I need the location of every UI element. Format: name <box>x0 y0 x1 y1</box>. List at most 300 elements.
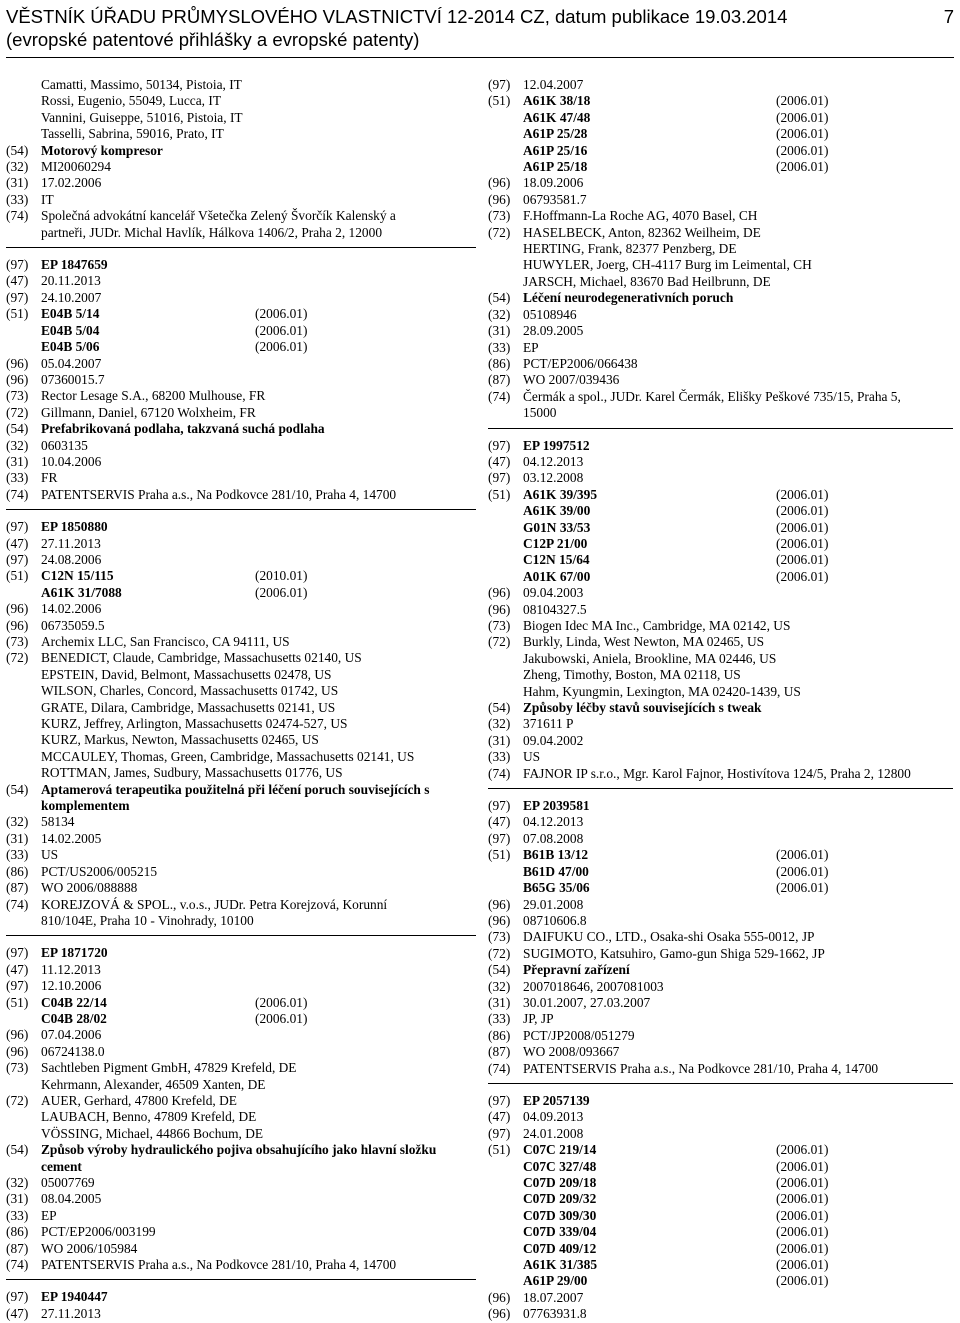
inid-code: (54) <box>488 290 511 306</box>
entry-text: Čermák a spol., JUDr. Karel Čermák, Elišky Peškové 735/15, Praha 5, <box>523 388 901 404</box>
inid-code: (32) <box>6 814 29 830</box>
entry-row <box>488 651 953 667</box>
inid-code: (86) <box>6 863 29 879</box>
inid-code: (97) <box>6 551 29 567</box>
entry-row <box>488 1044 953 1060</box>
entry-text: VÖSSING, Michael, 44866 Bochum, DE <box>41 1125 264 1141</box>
entry-row <box>488 552 953 568</box>
entry-row <box>488 1290 953 1306</box>
classification-version: (2006.01) <box>255 584 308 600</box>
entry-text: US <box>41 847 59 863</box>
entry-row <box>6 192 476 208</box>
entry-row <box>6 1289 476 1305</box>
classification-code: C07D 309/30 <box>523 1207 597 1223</box>
entry-text: 30.01.2007, 27.03.2007 <box>523 994 651 1010</box>
classification-version: (2006.01) <box>776 93 829 109</box>
entry-text: EP <box>523 339 539 355</box>
inid-code: (72) <box>488 945 511 961</box>
entry-text: SUGIMOTO, Katsuhiro, Gamo-gun Shiga 529-1662, JP <box>523 945 825 961</box>
entry-row <box>6 339 476 355</box>
entry-row <box>6 175 476 191</box>
entry-title-text: EP 1850880 <box>41 519 108 535</box>
entry-row <box>6 143 476 159</box>
patent-entry <box>6 519 476 929</box>
inid-code: (97) <box>6 257 29 273</box>
entry-row <box>6 880 476 896</box>
inid-code: (33) <box>6 470 29 486</box>
classification-version: (2006.01) <box>776 1191 829 1207</box>
entry-text: HASELBECK, Anton, 82362 Weilheim, DE <box>523 224 761 240</box>
inid-code: (73) <box>488 929 511 945</box>
entry-row <box>6 126 476 142</box>
entry-text: 07360015.7 <box>41 371 105 387</box>
inid-code: (97) <box>488 470 511 486</box>
classification-code: B65G 35/06 <box>523 880 590 896</box>
classification-code: B61D 47/00 <box>523 863 589 879</box>
classification-version: (2006.01) <box>776 142 829 158</box>
classification-code: A61P 25/18 <box>523 159 588 175</box>
entry-row <box>6 421 476 437</box>
classification-version: (2006.01) <box>776 863 829 879</box>
entry-row <box>488 1011 953 1027</box>
entry-text: 2007018646, 2007081003 <box>523 978 664 994</box>
entry-row <box>6 683 476 699</box>
inid-code: (87) <box>488 372 511 388</box>
entry-row <box>488 979 953 995</box>
classification-code: A61K 31/385 <box>523 1257 598 1273</box>
entry-title-text: cement <box>41 1158 82 1174</box>
entry-text: 58134 <box>41 814 75 830</box>
inid-code: (73) <box>6 388 29 404</box>
entry-text: 15000 <box>523 405 557 421</box>
entry-title-text: EP 1847659 <box>41 257 108 273</box>
inid-code: (96) <box>6 1027 29 1043</box>
inid-code: (32) <box>6 1175 29 1190</box>
inid-code: (51) <box>488 847 511 863</box>
entry-row <box>6 978 476 994</box>
classification-version: (2006.01) <box>776 1240 829 1256</box>
classification-version: (2006.01) <box>776 568 829 584</box>
entry-row <box>488 208 953 224</box>
entry-text: Camatti, Massimo, 50134, Pistoia, IT <box>41 77 242 92</box>
inid-code: (97) <box>488 437 511 453</box>
inid-code: (51) <box>6 306 29 322</box>
entry-row <box>488 93 953 109</box>
inid-code: (51) <box>488 1142 511 1158</box>
entry-row <box>488 356 953 372</box>
entry-text: WILSON, Charles, Concord, Massachusetts 01742, US <box>41 683 339 699</box>
entry-row <box>6 732 476 748</box>
entry-row <box>6 356 476 372</box>
entry-row <box>6 372 476 388</box>
classification-version: (2006.01) <box>776 1224 829 1240</box>
page-number: 7 <box>943 6 954 27</box>
classification-code: C12N 15/115 <box>41 568 114 584</box>
entry-row <box>488 1191 953 1207</box>
entry-text: Rector Lesage S.A., 68200 Mulhouse, FR <box>41 388 266 404</box>
inid-code: (31) <box>488 994 511 1010</box>
entry-title-text: komplementem <box>41 798 130 814</box>
entry-row <box>488 1159 953 1175</box>
entry-row <box>488 1208 953 1224</box>
entry-row <box>6 1027 476 1043</box>
entry-row <box>6 1175 476 1191</box>
entry-text: 28.09.2005 <box>523 323 584 339</box>
classification-code: C07D 339/04 <box>523 1224 597 1240</box>
right-column <box>488 77 953 1323</box>
classification-version: (2006.01) <box>776 486 829 502</box>
entry-text: 03.12.2008 <box>523 470 584 486</box>
entry-text: WO 2007/039436 <box>523 372 620 388</box>
entry-separator <box>6 509 476 510</box>
entry-row <box>6 1224 476 1240</box>
classification-code: A61P 29/00 <box>523 1273 588 1289</box>
classification-version: (2006.01) <box>776 1142 829 1158</box>
classification-code: C12P 21/00 <box>523 535 588 551</box>
classification-version: (2006.01) <box>776 847 829 863</box>
entry-row <box>488 962 953 978</box>
entry-row <box>6 798 476 814</box>
inid-code: (33) <box>488 339 511 355</box>
entry-text: 24.01.2008 <box>523 1125 584 1141</box>
inid-code: (96) <box>6 355 29 371</box>
entry-text: 10.04.2006 <box>41 453 102 469</box>
patent-entry <box>488 438 953 783</box>
inid-code: (87) <box>488 1044 511 1060</box>
classification-code: E04B 5/04 <box>41 322 100 338</box>
entry-row <box>6 159 476 175</box>
entry-row <box>6 388 476 404</box>
classification-version: (2006.01) <box>255 322 308 338</box>
entry-text: Tasselli, Sabrina, 59016, Prato, IT <box>41 126 224 142</box>
classification-code: C04B 22/14 <box>41 994 107 1010</box>
header-rule <box>6 57 954 58</box>
classification-version: (2006.01) <box>776 1257 829 1273</box>
classification-version: (2006.01) <box>776 1158 829 1174</box>
entry-row <box>488 634 953 650</box>
entry-text: Kehrmann, Alexander, 46509 Xanten, DE <box>41 1076 266 1092</box>
entry-row <box>488 929 953 945</box>
entry-text: 18.07.2007 <box>523 1289 584 1305</box>
inid-code: (97) <box>488 1092 511 1108</box>
classification-code: A61K 38/18 <box>523 93 591 109</box>
entry-text: 371611 P <box>523 716 574 732</box>
classification-code: A01K 67/00 <box>523 568 591 584</box>
classification-code: E04B 5/06 <box>41 339 100 355</box>
entry-row <box>488 814 953 830</box>
inid-code: (86) <box>488 1027 511 1043</box>
entry-title-text: Motorový kompresor <box>41 142 163 158</box>
inid-code: (96) <box>6 371 29 387</box>
inid-code: (74) <box>6 1257 29 1273</box>
entry-row <box>6 405 476 421</box>
classification-code: C07D 409/12 <box>523 1240 597 1256</box>
inid-code: (97) <box>488 830 511 846</box>
entry-row <box>488 340 953 356</box>
entry-text: F.Hoffmann-La Roche AG, 4070 Basel, CH <box>523 208 758 224</box>
entry-text: WO 2006/105984 <box>41 1240 138 1256</box>
entry-row <box>488 389 953 405</box>
entry-text: US <box>523 749 541 765</box>
entry-text: HUWYLER, Joerg, CH-4117 Burg im Leimental, CH <box>523 257 812 273</box>
inid-code: (97) <box>6 289 29 305</box>
entry-text: HERTING, Frank, 82377 Penzberg, DE <box>523 241 737 257</box>
classification-code: A61K 39/395 <box>523 486 598 502</box>
entry-row <box>6 650 476 666</box>
inid-code: (96) <box>488 912 511 928</box>
entry-separator <box>488 1083 953 1084</box>
inid-code: (74) <box>6 896 29 912</box>
classification-version: (2006.01) <box>776 159 829 175</box>
entry-text: 08.04.2005 <box>41 1191 102 1207</box>
entry-text: 06735059.5 <box>41 617 105 633</box>
entry-row <box>6 962 476 978</box>
entry-row <box>488 766 953 782</box>
inid-code: (47) <box>6 961 29 977</box>
inid-code: (73) <box>488 618 511 633</box>
entry-row <box>488 1175 953 1191</box>
inid-code: (74) <box>488 1060 511 1076</box>
classification-code: C07D 209/18 <box>523 1175 597 1190</box>
inid-code: (33) <box>6 191 29 207</box>
inid-code: (73) <box>488 208 511 224</box>
entry-row <box>6 323 476 339</box>
inid-code: (74) <box>6 486 29 502</box>
entry-text: 07763931.8 <box>523 1306 587 1322</box>
entry-text: 06793581.7 <box>523 191 587 207</box>
entry-text: 08104327.5 <box>523 601 587 617</box>
inid-code: (51) <box>6 568 29 584</box>
entry-row <box>6 749 476 765</box>
entry-row <box>488 405 953 421</box>
entry-title-text: EP 1871720 <box>41 945 108 961</box>
inid-code: (47) <box>488 453 511 469</box>
entry-row <box>488 618 953 634</box>
entry-text: EPSTEIN, David, Belmont, Massachusetts 02478, US <box>41 666 332 682</box>
inid-code: (72) <box>6 1092 29 1108</box>
classification-code: A61P 25/28 <box>523 126 588 142</box>
inid-code: (96) <box>6 617 29 633</box>
classification-version: (2006.01) <box>255 306 308 322</box>
classification-version: (2006.01) <box>255 1010 308 1026</box>
entry-text: Gillmann, Daniel, 67120 Wolxheim, FR <box>41 404 256 420</box>
entry-text: KOREJZOVÁ & SPOL., v.o.s., JUDr. Petra Korejzová, Korunní <box>41 896 388 912</box>
entry-row <box>488 831 953 847</box>
inid-code: (31) <box>6 175 29 191</box>
entry-text: 24.08.2006 <box>41 551 102 567</box>
entry-text: 05.04.2007 <box>41 355 102 371</box>
entry-row <box>6 1142 476 1158</box>
inid-code: (87) <box>6 880 29 896</box>
patent-entry <box>6 257 476 503</box>
classification-code: E04B 5/14 <box>41 306 100 322</box>
entry-row <box>488 241 953 257</box>
inid-code: (54) <box>488 962 511 978</box>
entry-row <box>488 1241 953 1257</box>
inid-code: (97) <box>488 1125 511 1141</box>
inid-code: (31) <box>488 323 511 339</box>
classification-version: (2006.01) <box>776 503 829 519</box>
entry-text: 12.04.2007 <box>523 77 584 92</box>
classification-version: (2006.01) <box>776 880 829 896</box>
entry-text: Zheng, Timothy, Boston, MA 02118, US <box>523 667 741 683</box>
inid-code: (96) <box>488 1289 511 1305</box>
entry-row <box>488 1126 953 1142</box>
entry-row <box>488 438 953 454</box>
entry-text: Rossi, Eugenio, 55049, Lucca, IT <box>41 93 221 109</box>
entry-row <box>488 1093 953 1109</box>
inid-code: (96) <box>488 191 511 207</box>
entry-row <box>488 1142 953 1158</box>
entry-row <box>6 1060 476 1076</box>
classification-version: (2006.01) <box>776 126 829 142</box>
entry-row <box>6 1208 476 1224</box>
entry-row <box>488 602 953 618</box>
patent-entry <box>488 1093 953 1323</box>
entry-row <box>6 1159 476 1175</box>
entry-row <box>488 159 953 175</box>
entry-text: JARSCH, Michael, 83670 Bad Heilbrunn, DE <box>523 273 771 289</box>
inid-code: (31) <box>488 732 511 748</box>
inid-code: (74) <box>6 208 29 224</box>
entry-row <box>488 143 953 159</box>
entry-title-text: Způsob výroby hydraulického pojiva obsahujícího jako hlavní složku <box>41 1142 437 1158</box>
entry-row <box>6 1011 476 1027</box>
inid-code: (96) <box>6 601 29 617</box>
bulletin-subtitle: (evropské patentové přihlášky a evropské patenty) <box>6 29 420 50</box>
inid-code: (33) <box>488 1011 511 1027</box>
entry-row <box>488 585 953 601</box>
inid-code: (73) <box>6 634 29 649</box>
entry-row <box>6 945 476 961</box>
patent-entry <box>6 1289 476 1322</box>
entry-row <box>488 536 953 552</box>
entry-row <box>488 454 953 470</box>
entry-row <box>6 618 476 634</box>
entry-text: PCT/EP2006/003199 <box>41 1224 156 1240</box>
entry-row <box>488 1306 953 1322</box>
entry-text: 20.11.2013 <box>41 273 101 289</box>
patent-entry <box>6 945 476 1273</box>
entry-row <box>488 1061 953 1077</box>
entry-row <box>6 864 476 880</box>
classification-version: (2010.01) <box>255 568 308 584</box>
entry-row <box>6 782 476 798</box>
inid-code: (54) <box>6 142 29 158</box>
inid-code: (54) <box>488 700 511 716</box>
entry-row <box>6 470 476 486</box>
entry-text: Burkly, Linda, West Newton, MA 02465, US <box>523 634 765 650</box>
entry-text: Společná advokátní kancelář Všetečka Zelený Švorčík Kalenský a <box>41 208 396 224</box>
entry-text: 27.11.2013 <box>41 1305 101 1321</box>
entry-row <box>6 913 476 929</box>
entry-row <box>488 77 953 93</box>
classification-code: C07D 209/32 <box>523 1191 597 1207</box>
entry-row <box>488 667 953 683</box>
entry-text: 07.08.2008 <box>523 830 584 846</box>
entry-text: 14.02.2005 <box>41 830 102 846</box>
inid-code: (31) <box>6 830 29 846</box>
entry-title-text: Přepravní zařízení <box>523 962 630 978</box>
entry-row <box>6 1241 476 1257</box>
inid-code: (51) <box>488 93 511 109</box>
entry-row <box>6 454 476 470</box>
inid-code: (87) <box>6 1240 29 1256</box>
entry-row <box>6 487 476 503</box>
entry-title-text: Způsoby léčby stavů souvisejících s tweak <box>523 700 762 716</box>
inid-code: (96) <box>488 896 511 912</box>
entry-row <box>6 306 476 322</box>
entry-text: 09.04.2003 <box>523 585 584 601</box>
entry-text: 17.02.2006 <box>41 175 102 191</box>
entry-row <box>488 798 953 814</box>
entry-text: 08710606.8 <box>523 912 587 928</box>
entry-row <box>6 585 476 601</box>
entry-text: ROTTMAN, James, Sudbury, Massachusetts 01776, US <box>41 765 343 781</box>
entry-row <box>6 552 476 568</box>
entry-text: 18.09.2006 <box>523 175 584 191</box>
entry-row <box>6 1306 476 1322</box>
entry-text: PCT/US2006/005215 <box>41 863 158 879</box>
entry-row <box>6 273 476 289</box>
entry-text: 04.12.2013 <box>523 814 584 830</box>
classification-version: (2006.01) <box>776 519 829 535</box>
entry-separator <box>6 935 476 936</box>
entry-row <box>6 208 476 224</box>
entry-text: PCT/JP2008/051279 <box>523 1027 635 1043</box>
entry-row <box>488 569 953 585</box>
entry-text: WO 2008/093667 <box>523 1044 620 1060</box>
entry-title-text: Prefabrikovaná podlaha, takzvaná suchá podlaha <box>41 421 325 437</box>
entry-separator <box>488 428 953 429</box>
patent-entry <box>488 798 953 1077</box>
entry-text: 29.01.2008 <box>523 896 584 912</box>
entry-text: 07.04.2006 <box>41 1027 102 1043</box>
entry-row <box>488 684 953 700</box>
inid-code: (97) <box>6 978 29 994</box>
inid-code: (54) <box>6 1142 29 1158</box>
entry-row <box>488 897 953 913</box>
entry-row <box>488 946 953 962</box>
inid-code: (33) <box>6 1207 29 1223</box>
inid-code: (74) <box>488 765 511 781</box>
entry-row <box>6 93 476 109</box>
classification-version: (2006.01) <box>776 1273 829 1289</box>
entry-title-text: EP 2057139 <box>523 1092 590 1108</box>
entry-row <box>6 716 476 732</box>
entry-row <box>488 225 953 241</box>
entry-text: DAIFUKU CO., LTD., Osaka-shi Osaka 555-0012, JP <box>523 929 815 945</box>
inid-code: (32) <box>488 306 511 322</box>
classification-code: B61B 13/12 <box>523 847 589 863</box>
inid-code: (72) <box>488 224 511 240</box>
entry-title-text: Aptamerová terapeutika použitelná při léčení poruch souvisejících s <box>41 781 430 797</box>
entry-row <box>488 110 953 126</box>
entry-row <box>488 372 953 388</box>
inid-code: (54) <box>6 781 29 797</box>
inid-code: (51) <box>488 486 511 502</box>
entry-text: 04.09.2013 <box>523 1109 584 1125</box>
classification-version: (2006.01) <box>776 1175 829 1190</box>
entry-text: KURZ, Jeffrey, Arlington, Massachusetts 02474-527, US <box>41 716 348 732</box>
entry-row <box>6 110 476 126</box>
entry-row <box>6 225 476 241</box>
inid-code: (97) <box>6 1289 29 1305</box>
entry-row <box>6 290 476 306</box>
classification-code: A61K 39/00 <box>523 503 591 519</box>
classification-code: A61K 31/7088 <box>41 584 122 600</box>
inid-code: (97) <box>488 77 511 92</box>
